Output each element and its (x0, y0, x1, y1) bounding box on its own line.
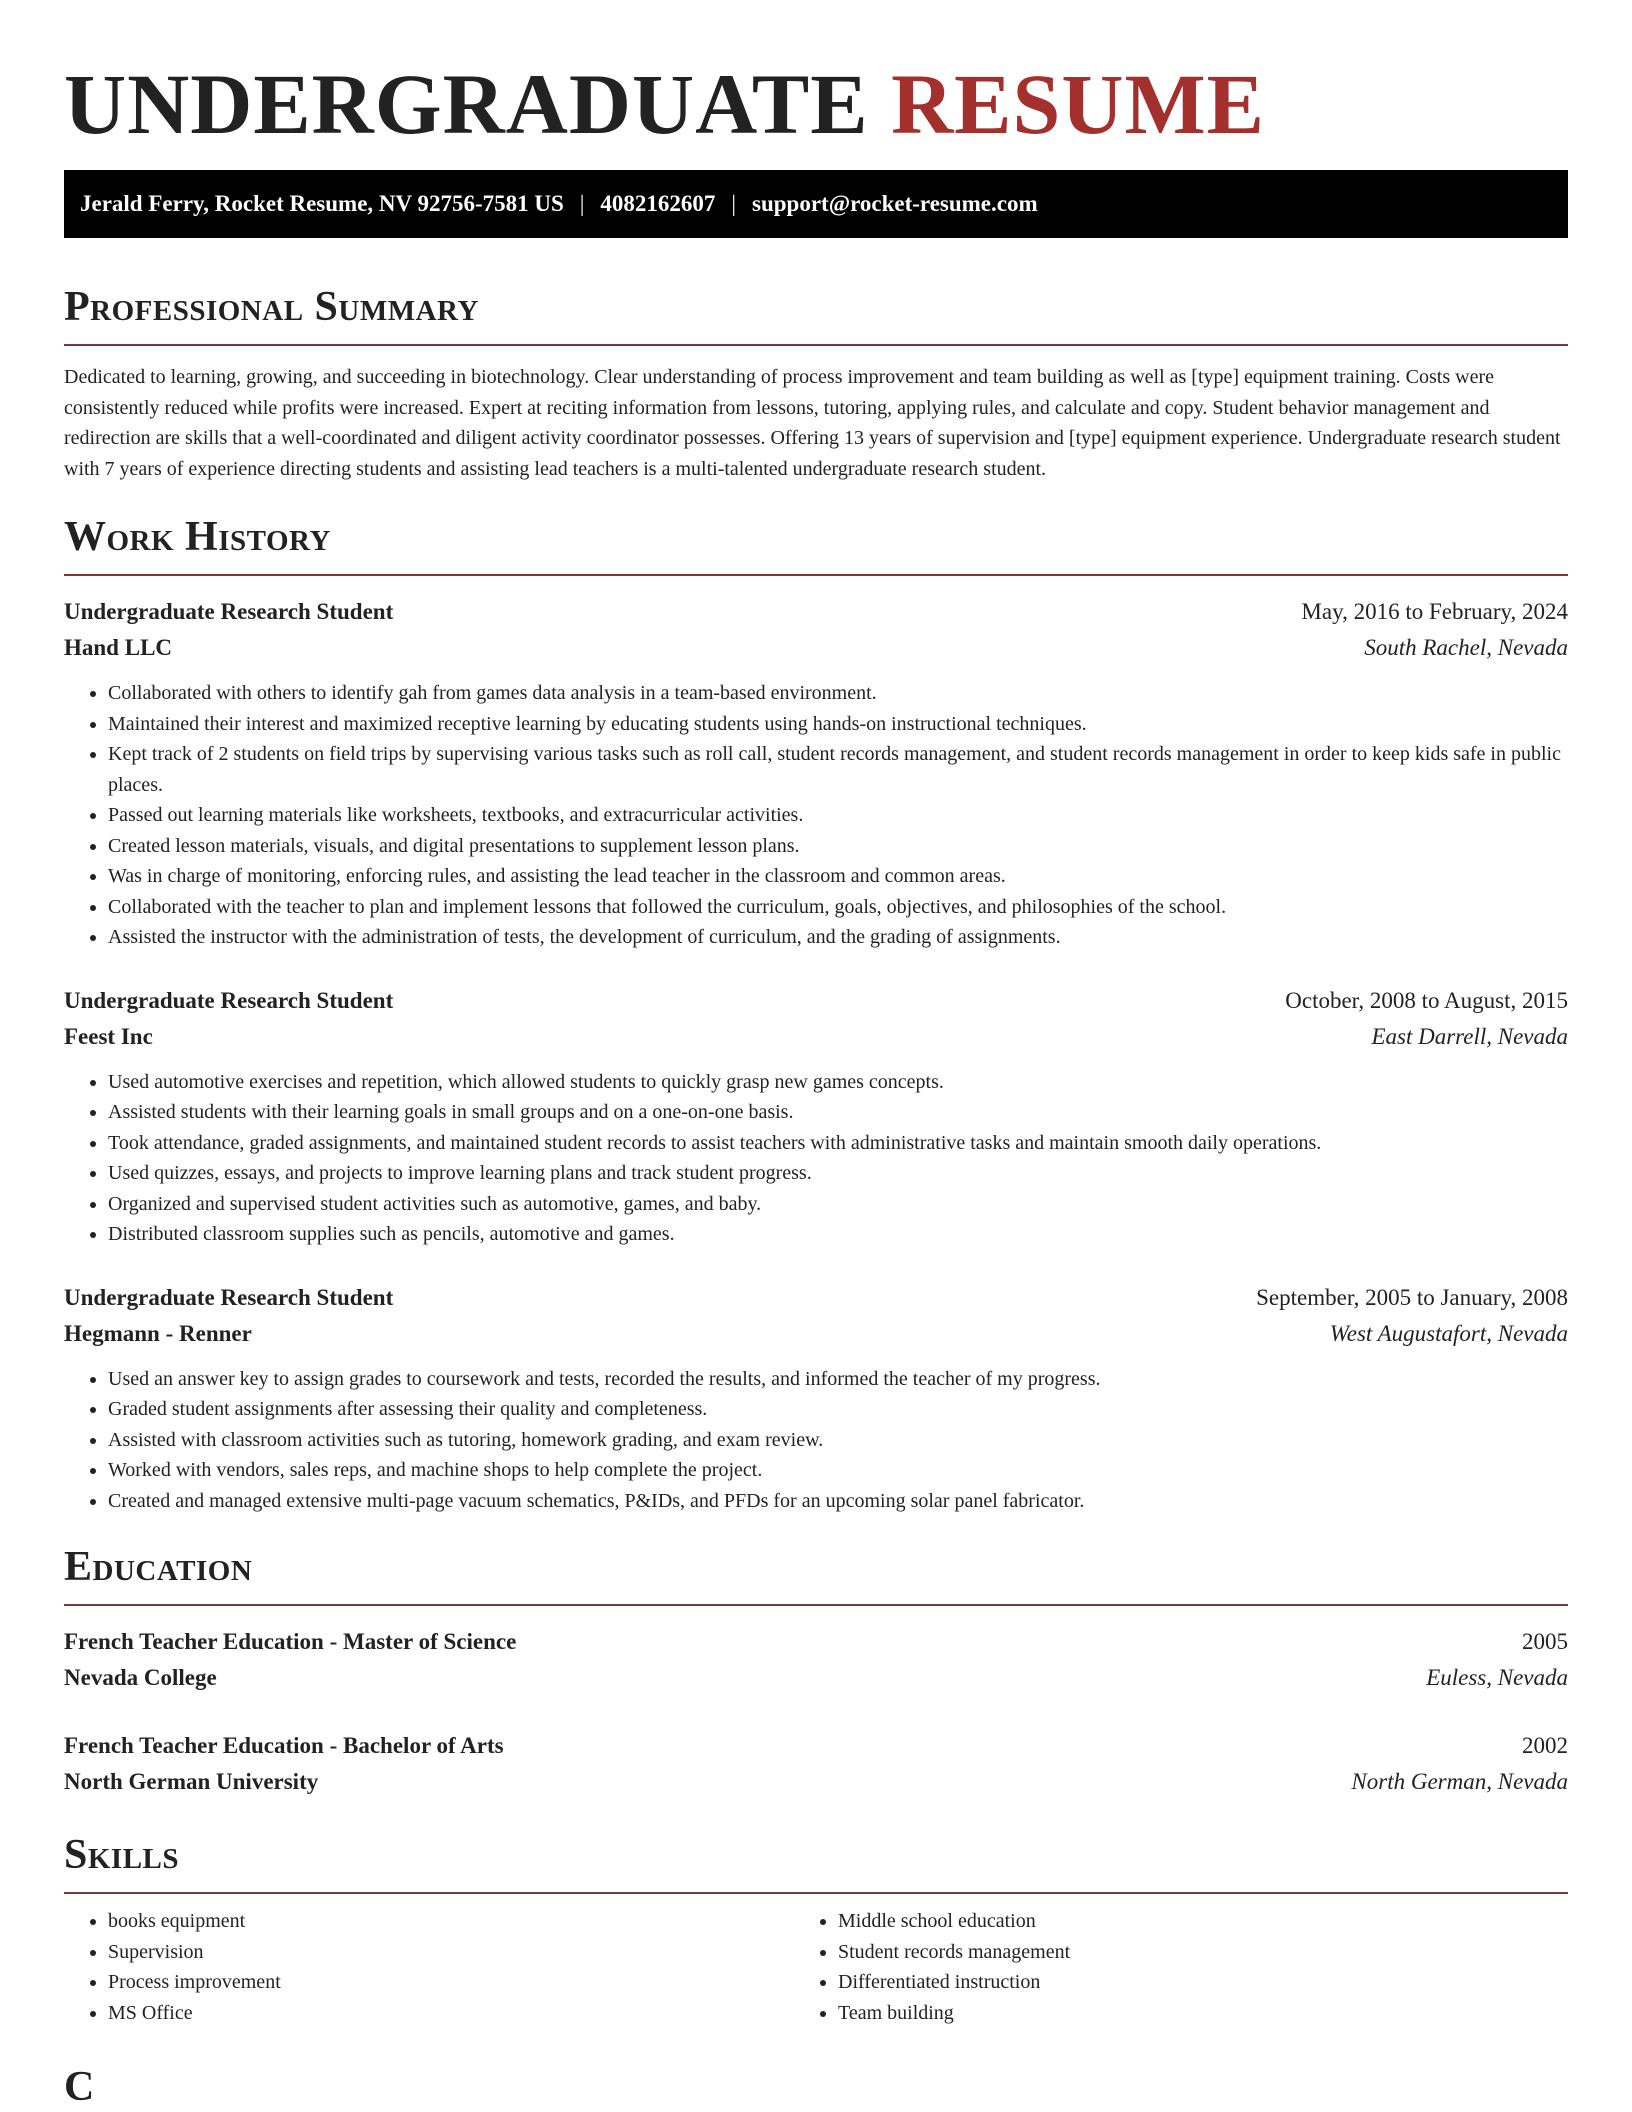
contact-name-address: Jerald Ferry, Rocket Resume, NV 92756-7581 US (80, 191, 564, 216)
list-item: • Created lesson materials, visuals, and digital presentations to supplement lesson plans. (108, 831, 1568, 862)
list-item: • Distributed classroom supplies such as pencils, automotive and games. (108, 1219, 1568, 1250)
resume-page (64, 0, 1568, 2112)
job-dates: September, 2005 to January, 2008 (1256, 1284, 1568, 1310)
job-company: Hegmann - Renner (64, 1320, 252, 1346)
job-entry (64, 983, 1568, 1250)
list-item: • Process improvement (108, 1967, 838, 1998)
resume-title (64, 58, 1568, 150)
education-school-row (64, 1660, 1568, 1696)
education-degree: French Teacher Education - Master of Science (64, 1629, 517, 1654)
list-item: • Was in charge of monitoring, enforcing rules, and assisting the lead teacher in the classroom and common areas. (108, 861, 1568, 892)
list-item: • Kept track of 2 students on field trips by supervising various tasks such as roll call, student records management, and student records management in order to keep kids safe in public places. (108, 739, 1568, 800)
contact-separator: | (579, 191, 585, 216)
job-dates: May, 2016 to February, 2024 (1301, 599, 1568, 624)
education-school: North German University (64, 1769, 319, 1794)
job-company-row (64, 1019, 1568, 1055)
education-header-row (64, 1728, 1568, 1764)
job-location: East Darrell, Nevada (1371, 1023, 1568, 1049)
list-item: • Assisted with classroom activities such as tutoring, homework grading, and exam review. (108, 1425, 1568, 1456)
education-degree: French Teacher Education - Bachelor of Arts (64, 1733, 504, 1758)
skills-list-left (64, 1906, 838, 2028)
job-title: Undergraduate Research Student (64, 987, 394, 1013)
skills-heading: Skills (64, 1830, 1568, 1894)
education-school-row (64, 1764, 1568, 1800)
next-section-heading-partial: C (64, 2064, 95, 2110)
job-company: Hand LLC (64, 635, 173, 660)
list-item: • Worked with vendors, sales reps, and machine shops to help complete the project. (108, 1455, 1568, 1486)
education-entry (64, 1624, 1568, 1696)
contact-bar (64, 170, 1568, 238)
contact-separator: | (731, 191, 736, 216)
work-history-heading: Work History (64, 512, 1568, 576)
list-item: • Assisted students with their learning goals in small groups and on a one-on-one basis. (108, 1097, 1568, 1128)
job-bullets (64, 1067, 1568, 1250)
list-item: • Assisted the instructor with the administration of tests, the development of curriculum, and the grading of assignments. (108, 922, 1568, 953)
list-item: • Collaborated with the teacher to plan and implement lessons that followed the curriculum, goals, objectives, and philosophies of the school. (108, 892, 1568, 923)
job-bullets (64, 1364, 1568, 1517)
contact-email: support@rocket-resume.com (752, 191, 1038, 216)
list-item: • Created and managed extensive multi-page vacuum schematics, P&IDs, and PFDs for an upcoming solar panel fabricator. (108, 1486, 1568, 1517)
job-header-row (64, 983, 1568, 1019)
job-title: Undergraduate Research Student (64, 599, 394, 624)
education-year: 2002 (1522, 1733, 1568, 1758)
title-accent: RESUME (891, 56, 1265, 152)
skills-section (64, 1830, 1568, 2028)
job-title: Undergraduate Research Student (64, 1284, 394, 1310)
education-location: Euless, Nevada (1426, 1665, 1568, 1690)
work-history-section (64, 512, 1568, 1516)
education-school: Nevada College (64, 1665, 217, 1690)
job-header-row (64, 1280, 1568, 1316)
job-company-row (64, 1316, 1568, 1352)
list-item: • Used quizzes, essays, and projects to improve learning plans and track student progress. (108, 1158, 1568, 1189)
list-item: • Organized and supervised student activities such as automotive, games, and baby. (108, 1189, 1568, 1220)
list-item: • Differentiated instruction (838, 1967, 1568, 1998)
list-item: • Graded student assignments after assessing their quality and completeness. (108, 1394, 1568, 1425)
education-year: 2005 (1522, 1629, 1568, 1654)
list-item: • books equipment (108, 1906, 838, 1937)
job-location: West Augustafort, Nevada (1329, 1320, 1568, 1346)
education-location: North German, Nevada (1351, 1769, 1568, 1794)
list-item: • Took attendance, graded assignments, and maintained student records to assist teachers with administrative tasks and maintain smooth daily operations. (108, 1128, 1568, 1159)
list-item: • Middle school education (838, 1906, 1568, 1937)
list-item: • MS Office (108, 1998, 838, 2029)
education-header-row (64, 1624, 1568, 1660)
list-item: • Passed out learning materials like worksheets, textbooks, and extracurricular activities. (108, 800, 1568, 831)
contact-phone: 4082162607 (600, 191, 716, 216)
list-item: • Maintained their interest and maximized receptive learning by educating students using hands-on instructional techniques. (108, 709, 1568, 740)
education-entry (64, 1728, 1568, 1800)
summary-section (64, 282, 1568, 484)
list-item: • Supervision (108, 1937, 838, 1968)
list-item: • Team building (838, 1998, 1568, 2029)
list-item: • Used an answer key to assign grades to coursework and tests, recorded the results, and informed the teacher of my progress. (108, 1364, 1568, 1395)
job-bullets (64, 678, 1568, 953)
job-entry (64, 1280, 1568, 1517)
list-item: • Used automotive exercises and repetition, which allowed students to quickly grasp new games concepts. (108, 1067, 1568, 1098)
skills-grid (64, 1906, 1568, 2028)
summary-text: Dedicated to learning, growing, and succeeding in biotechnology. Clear understanding of process improvement and team building as well as [type] equipment training. Costs were consistently reduced while profits were increased. Expert at reciting information from lessons, tutoring, applying rules, and calculate and copy. Student behavior management and redirection are skills that a well-coordinated and diligent activity coordinator possesses. Offering 13 years of supervision and [type] equipment experience. Undergraduate research student with 7 years of experience directing students and assisting lead teachers is a multi-talented undergraduate research student. (64, 366, 1561, 480)
title-main: UNDERGRADUATE (64, 56, 869, 152)
skills-list-right (838, 1906, 1568, 2028)
job-entry (64, 594, 1568, 953)
list-item: • Collaborated with others to identify gah from games data analysis in a team-based environment. (108, 678, 1568, 709)
education-section (64, 1542, 1568, 1800)
education-heading: Education (64, 1542, 1568, 1606)
job-header-row (64, 594, 1568, 630)
job-company: Feest Inc (64, 1023, 153, 1049)
list-item: • Student records management (838, 1937, 1568, 1968)
job-company-row (64, 630, 1568, 666)
job-dates: October, 2008 to August, 2015 (1285, 987, 1568, 1013)
job-location: South Rachel, Nevada (1364, 635, 1568, 660)
summary-heading: Professional Summary (64, 282, 1568, 346)
